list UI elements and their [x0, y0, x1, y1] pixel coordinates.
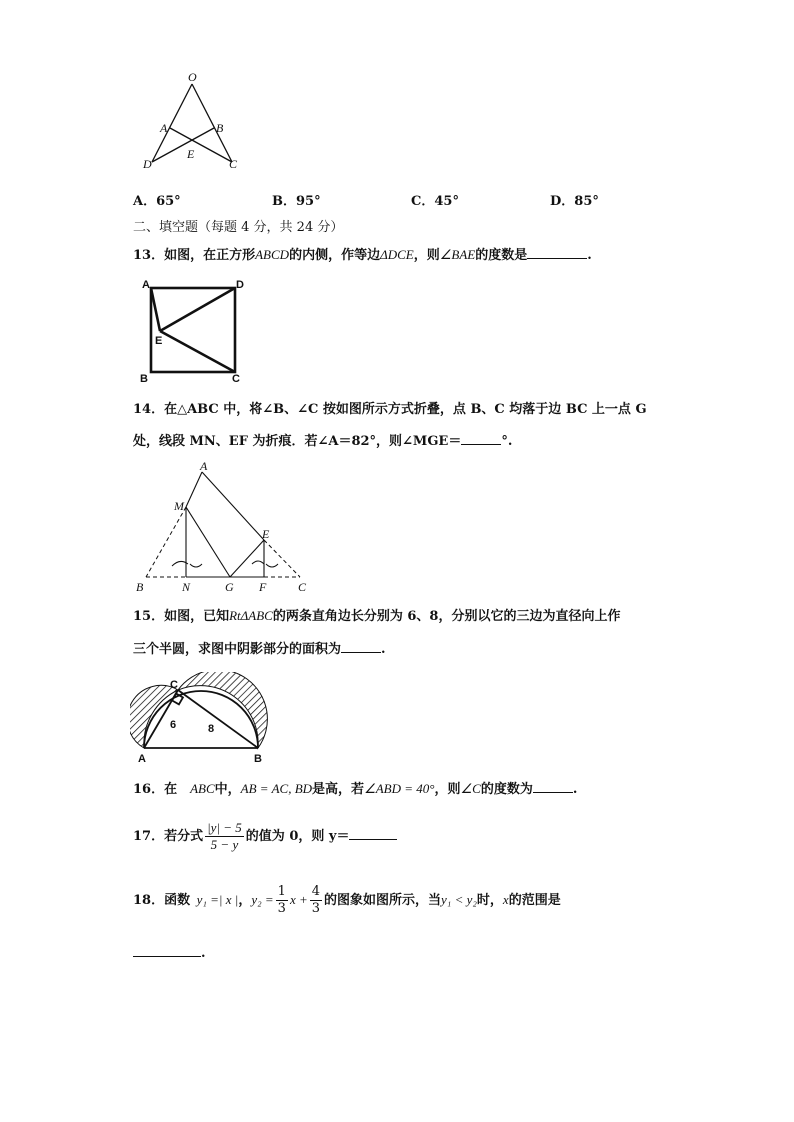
q13-answer-blank[interactable] — [527, 244, 587, 259]
q18-fraction-1 — [276, 884, 288, 917]
q18-math-1: y₁ =| x | — [196, 892, 239, 907]
q13-text-3: ，则 — [413, 248, 440, 263]
label-n: N — [182, 580, 191, 594]
label-d: D — [236, 279, 244, 291]
choice-b — [272, 192, 321, 212]
q18-frac1-num: 1 — [277, 884, 286, 899]
q13-end: . — [587, 248, 592, 263]
question-16 — [133, 778, 577, 800]
label-c: C — [229, 157, 238, 171]
question-14-line-1: 14．在△ABC 中，将∠B、∠C 按如图所示方式折叠，点 B、C 均落于边 BC 上一点 G — [133, 402, 647, 417]
figure-folding — [130, 460, 320, 595]
q15-text-2: 的两条直角边长分别为 6、8，分别以它的三边为直径向上作 — [272, 609, 621, 624]
question-18-answer-line — [133, 942, 206, 964]
question-15-line-1 — [133, 606, 620, 627]
label-b: B — [254, 753, 262, 765]
q17-text-2: 的值为 0，则 y＝ — [245, 829, 350, 844]
q18-text-5: 的范围是 — [508, 893, 561, 908]
label-a: A — [142, 279, 150, 291]
q15-text-1: 15．如图，已知 — [133, 609, 230, 624]
q13-text-2: 的内侧，作等边 — [289, 248, 381, 263]
q18-text-4: 时， — [476, 893, 503, 908]
label-a: A — [200, 460, 208, 473]
q14-answer-blank[interactable] — [461, 430, 501, 445]
q13-text-4: 的度数是 — [475, 248, 528, 263]
label-e: E — [262, 527, 270, 541]
choice-b-key: B． — [272, 194, 296, 209]
q18-math-2: y₂ = — [251, 892, 274, 907]
q16-math-2: AB = AC, BD — [240, 781, 313, 796]
question-15-line-2 — [133, 638, 386, 660]
q18-text-3: 的图象如图所示，当 — [324, 893, 442, 908]
label-b: B — [216, 121, 224, 135]
q16-answer-blank[interactable] — [533, 778, 573, 793]
choice-d — [550, 192, 599, 212]
q18-frac1-den: 3 — [277, 901, 286, 916]
q15-answer-blank[interactable] — [341, 638, 381, 653]
question-14-line-2 — [133, 430, 512, 452]
q18-frac2-den: 3 — [311, 901, 321, 916]
question-13 — [133, 244, 592, 266]
choice-d-value: 85° — [574, 194, 599, 209]
label-f: F — [259, 580, 267, 594]
q18-text-2: ， — [238, 893, 252, 908]
choice-c-value: 45° — [434, 194, 459, 209]
q18-math-4: y₁ < y₂ — [441, 892, 477, 907]
q18-fraction-2 — [310, 884, 322, 917]
label-b: B — [136, 580, 144, 594]
choice-a — [133, 192, 181, 212]
q14-text: 处，线段 MN、EF 为折痕．若∠A＝82°，则∠MGE＝ — [133, 434, 462, 449]
label-b: B — [140, 373, 148, 385]
label-a: A — [138, 753, 146, 765]
choice-c-key: C． — [411, 194, 435, 209]
choice-a-value: 65° — [156, 194, 181, 209]
label-m: M — [174, 499, 184, 513]
label-e: E — [155, 335, 163, 347]
label-c: C — [298, 580, 307, 594]
q16-text-1: 中， — [214, 782, 241, 797]
section-title: 二、填空题（每题 4 分，共 24 分） — [133, 220, 344, 235]
label-g: G — [225, 580, 234, 594]
q16-text-2: 是高，若 — [312, 782, 365, 797]
label-eight: 8 — [208, 723, 215, 735]
q15-end: . — [381, 642, 386, 657]
q17-numerator: |y| − 5 — [207, 820, 242, 835]
label-d: D — [143, 157, 152, 171]
question-18 — [133, 884, 561, 917]
label-six: 6 — [170, 719, 177, 731]
q18-text-1: 18．函数 — [133, 893, 191, 908]
choice-c — [411, 192, 459, 212]
q15-text-3: 三个半圆，求图中阴影部分的面积为 — [133, 642, 342, 657]
q16-number: 16．在 — [133, 782, 178, 797]
q14-end: °. — [501, 434, 513, 449]
figure-oab — [140, 70, 250, 175]
choice-d-key: D． — [550, 194, 575, 209]
q16-text-4: 的度数为 — [480, 782, 533, 797]
q16-text-3: ，则 — [434, 782, 461, 797]
q16-end: . — [572, 782, 578, 797]
choice-b-value: 95° — [296, 194, 321, 209]
q16-math-3: ∠ABD = 40° — [364, 781, 435, 796]
figure-square-abcd — [128, 276, 258, 388]
label-a: A — [160, 121, 168, 135]
question-17 — [133, 820, 397, 853]
label-e: E — [187, 147, 195, 161]
choice-a-key: A． — [133, 194, 157, 209]
q18-end: . — [201, 946, 206, 961]
q16-math-1: ABC — [190, 781, 215, 796]
q18-math-3: x + — [289, 892, 308, 907]
q16-math-4: ∠C — [460, 781, 481, 796]
q13-number: 13． — [133, 248, 165, 263]
q18-answer-blank[interactable] — [133, 942, 201, 957]
q13-math-3: ∠BAE — [439, 247, 476, 262]
q18-math-5: x — [502, 892, 509, 907]
q13-text-1: 如图，在正方形 — [164, 248, 256, 263]
q13-math-1: ABCD — [255, 247, 290, 262]
q17-answer-blank[interactable] — [349, 825, 397, 840]
q13-math-2: ΔDCE — [380, 247, 414, 262]
q17-denominator: 5 − y — [210, 837, 239, 852]
figure-semicircles — [130, 672, 275, 767]
label-c: C — [232, 373, 240, 385]
q18-frac2-num: 4 — [311, 884, 321, 899]
label-c: C — [170, 679, 178, 691]
q17-text-1: 17．若分式 — [133, 829, 204, 844]
label-o: O — [188, 70, 197, 84]
q17-fraction — [205, 820, 244, 853]
q15-math-1: RtΔABC — [229, 608, 273, 623]
